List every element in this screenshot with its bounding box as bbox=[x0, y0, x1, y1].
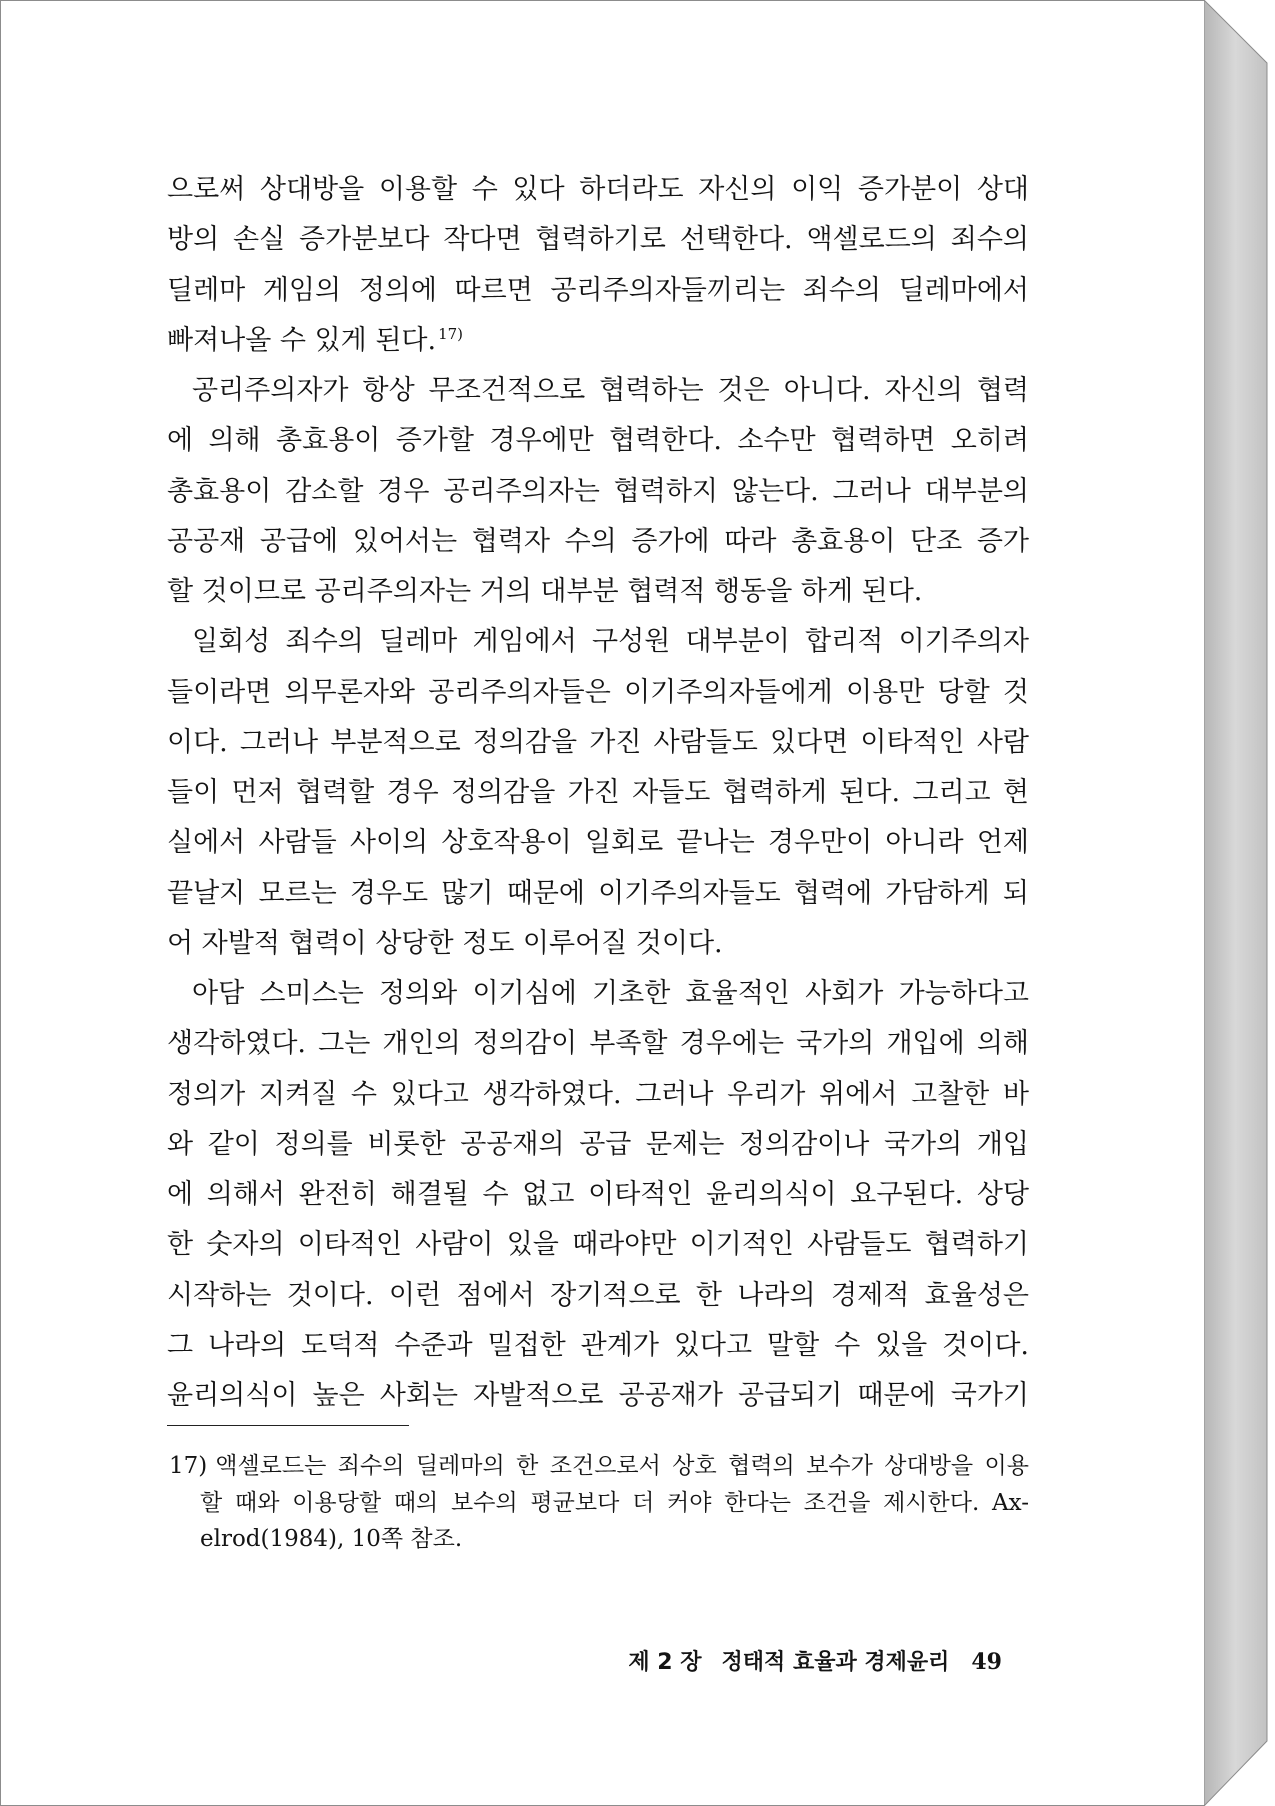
body-line: 윤리의식이 높은 사회는 자발적으로 공공재가 공급되기 때문에 국가기 bbox=[167, 1380, 1029, 1411]
body-line: 일회성 죄수의 딜레마 게임에서 구성원 대부분이 합리적 이기주의자 bbox=[192, 626, 1029, 658]
body-line: 방의 손실 증가분보다 작다면 협력하기로 선택한다. 액셀로드의 죄수의 bbox=[167, 224, 1029, 256]
body-line: 시작하는 것이다. 이런 점에서 장기적으로 한 나라의 경제적 효율성은 bbox=[167, 1279, 1029, 1311]
page-number: 49 bbox=[971, 1649, 1002, 1675]
chapter-title: 정태적 효율과 경제윤리 bbox=[721, 1650, 950, 1675]
footnote-line: elrod(1984), 10쪽 참조. bbox=[200, 1526, 463, 1552]
book-edge bbox=[1204, 0, 1270, 1806]
body-line: 이다. 그러나 부분적으로 정의감을 가진 사람들도 있다면 이타적인 사람 bbox=[167, 726, 1029, 758]
footnote bbox=[169, 1448, 1029, 1558]
footnote-line: 할 때와 이용당할 때의 보수의 평균보다 더 커야 한다는 조건을 제시한다. Ax- bbox=[200, 1489, 1029, 1516]
body-line: 한 숫자의 이타적인 사람이 있을 때라야만 이기적인 사람들도 협력하기 bbox=[167, 1229, 1029, 1261]
paragraph bbox=[167, 617, 1029, 969]
paragraph bbox=[167, 969, 1029, 1421]
body-line: 생각하였다. 그는 개인의 정의감이 부족할 경우에는 국가의 개입에 의해 bbox=[167, 1028, 1029, 1060]
body-line: 딜레마 게임의 정의에 따르면 공리주의자들끼리는 죄수의 딜레마에서 bbox=[167, 274, 1029, 306]
body-line: 그 나라의 도덕적 수준과 밀접한 관계가 있다고 말할 수 있을 것이다. bbox=[167, 1329, 1029, 1361]
body-line: 공리주의자가 항상 무조건적으로 협력하는 것은 아니다. 자신의 협력 bbox=[192, 375, 1029, 406]
body-line: 에 의해서 완전히 해결될 수 없고 이타적인 윤리의식이 요구된다. 상당 bbox=[167, 1179, 1029, 1210]
body-line: 와 같이 정의를 비롯한 공공재의 공급 문제는 정의감이나 국가의 개입 bbox=[167, 1128, 1029, 1160]
body-line: 어 자발적 협력이 상당한 정도 이루어질 것이다. bbox=[167, 927, 723, 959]
body-line-text: 빠져나올 수 있게 된다. bbox=[167, 324, 437, 356]
chapter-label: 제 2 장 bbox=[628, 1650, 702, 1675]
body-line: 에 의해 총효용이 증가할 경우에만 협력한다. 소수만 협력하면 오히려 bbox=[167, 425, 1029, 457]
body-line: 실에서 사람들 사이의 상호작용이 일회로 끝나는 경우만이 아니라 언제 bbox=[167, 827, 1029, 859]
body-line: 아담 스미스는 정의와 이기심에 기초한 효율적인 사회가 가능하다고 bbox=[192, 978, 1029, 1009]
paragraph bbox=[167, 366, 1029, 617]
footnote-reference: 17) bbox=[438, 324, 464, 343]
footnote-number: 17) bbox=[169, 1453, 208, 1479]
body-line: 들이 먼저 협력할 경우 정의감을 가진 자들도 협력하게 된다. 그리고 현 bbox=[167, 777, 1029, 808]
body-line bbox=[167, 316, 1029, 366]
running-footer bbox=[628, 1648, 1002, 1677]
body-line: 할 것이므로 공리주의자는 거의 대부분 협력적 행동을 하게 된다. bbox=[167, 576, 923, 607]
footnote-line-text: 액셀로드는 죄수의 딜레마의 한 조건으로서 상호 협력의 보수가 상대방을 이용 bbox=[215, 1453, 1029, 1479]
body-line: 으로써 상대방을 이용할 수 있다 하더라도 자신의 이익 증가분이 상대 bbox=[167, 174, 1029, 205]
body-line: 정의가 지켜질 수 있다고 생각하였다. 그러나 우리가 위에서 고찰한 바 bbox=[167, 1078, 1029, 1110]
paragraph bbox=[167, 165, 1029, 366]
body-line: 들이라면 의무론자와 공리주의자들은 이기주의자들에게 이용만 당할 것 bbox=[167, 676, 1029, 708]
body-line: 끝날지 모르는 경우도 많기 때문에 이기주의자들도 협력에 가담하게 되 bbox=[167, 877, 1029, 909]
footnote-rule bbox=[167, 1425, 409, 1426]
body-line: 총효용이 감소할 경우 공리주의자는 협력하지 않는다. 그러나 대부분의 bbox=[167, 475, 1029, 507]
footnote-line bbox=[169, 1448, 1029, 1485]
body-line: 공공재 공급에 있어서는 협력자 수의 증가에 따라 총효용이 단조 증가 bbox=[167, 525, 1029, 557]
body-text bbox=[167, 165, 1029, 1421]
